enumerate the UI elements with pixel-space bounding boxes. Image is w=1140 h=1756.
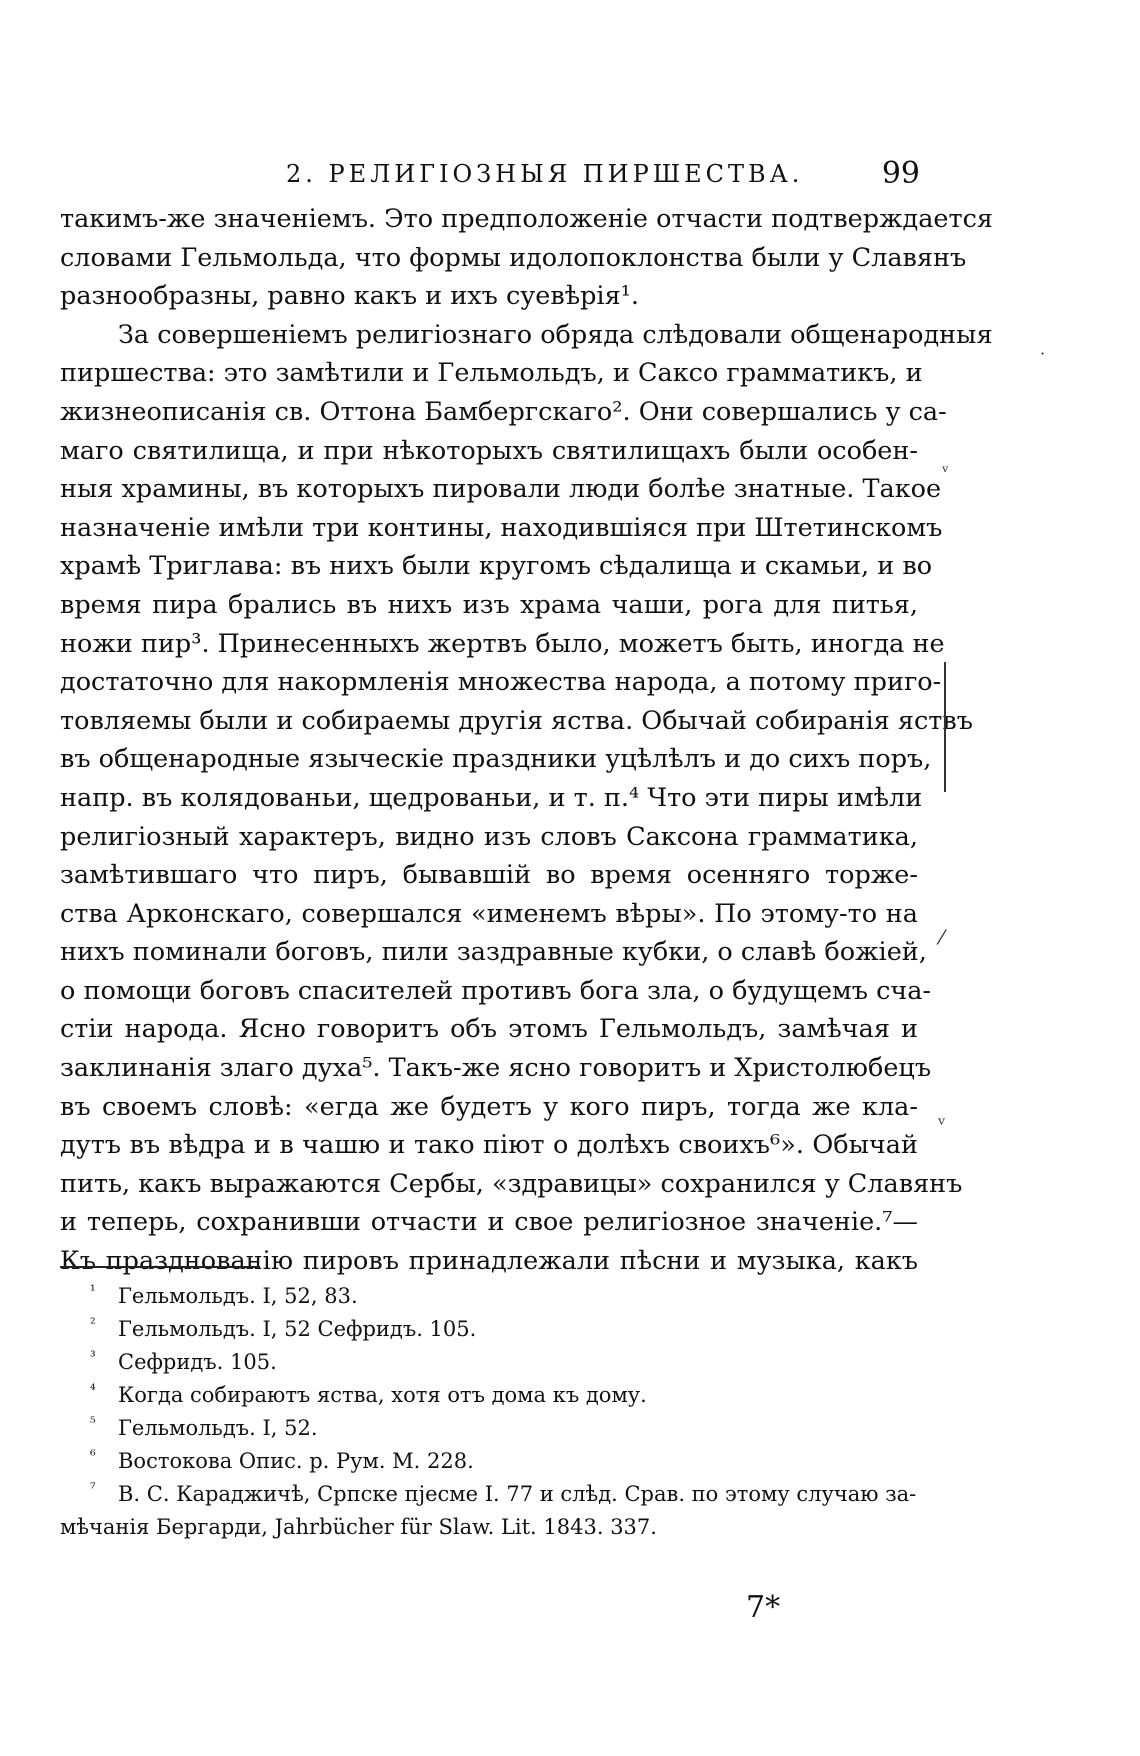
text-line: товляемы были и собираемы другія яства. Обычай собиранія яствъ xyxy=(60,705,973,736)
footnote xyxy=(60,1346,918,1379)
text-line: о помощи боговъ спасителей противъ бога зла, о будущемъ сча- xyxy=(60,975,932,1006)
text-line: въ своемъ словѣ: «егда же будетъ у кого пиръ, тогда же кла- xyxy=(60,1091,918,1122)
footnote xyxy=(60,1445,918,1478)
text-line: заклинанія злаго духа⁵. Такъ-же ясно говоритъ и Христолюбецъ xyxy=(60,1053,932,1084)
text-line: такимъ-же значеніемъ. Это предположеніе отчасти подтверждается xyxy=(60,204,993,234)
footnote-marker: ⁷ xyxy=(90,1481,96,1497)
margin-mark: ᵛ xyxy=(938,1112,946,1136)
footnote-text: Сефридъ. 105. xyxy=(118,1350,277,1374)
text-line: маго святилища, и при нѣкоторыхъ святилищахъ были особен- xyxy=(60,435,918,466)
footnote xyxy=(60,1280,918,1313)
footnote-text: Востокова Опис. р. Рум. М. 228. xyxy=(118,1449,474,1473)
page-header xyxy=(60,156,920,196)
text-line: За совершеніемъ религіознаго обряда слѣдовали общенародныя xyxy=(118,319,993,350)
footnote-marker: ⁵ xyxy=(90,1415,96,1431)
text-line: Къ празднованію пировъ принадлежали пѣсни и музыка, какъ xyxy=(60,1246,918,1277)
text-line: пить, какъ выражаются Сербы, «здравицы» сохранился у Славянъ xyxy=(60,1168,963,1199)
footnote-marker: ⁴ xyxy=(90,1382,96,1398)
text-line: достаточно для накормленія множества народа, а потому приго- xyxy=(60,667,942,698)
printer-signature: 7* xyxy=(746,1590,781,1625)
running-head: 2. РЕЛИГІОЗНЫЯ ПИРШЕСТВА. xyxy=(286,160,804,188)
margin-mark: ᵛ xyxy=(942,462,949,483)
text-line: въ общенародные языческіе праздники уцѣлѣлъ и до сихъ поръ, xyxy=(60,744,932,775)
margin-mark: ⁄ xyxy=(940,925,944,949)
footnotes xyxy=(60,1280,918,1544)
main-text xyxy=(60,200,993,1281)
text-line: назначеніе имѣли три контины, находившіяся при Штетинскомъ xyxy=(60,512,943,543)
footnote-divider xyxy=(60,1266,260,1268)
footnote-text: В. С. Караджичѣ, Српске пјесме I. 77 и слѣд. Срав. по этому случаю за- xyxy=(118,1482,917,1506)
text-line: храмѣ Триглава: въ нихъ были кругомъ сѣдалища и скамьи, и во xyxy=(60,551,933,582)
margin-mark: · xyxy=(1040,344,1046,363)
page-number: 99 xyxy=(881,156,920,191)
footnote-continuation: мѣчанія Бергарди, Jahrbücher für Slaw. Lit. 1843. 337. xyxy=(60,1515,657,1539)
text-line: напр. въ колядованьи, щедрованьи, и т. п.⁴ Что эти пиры имѣли xyxy=(60,782,923,813)
footnote-text: Гельмольдъ. I, 52, 83. xyxy=(118,1284,358,1308)
text-line: замѣтившаго что пиръ, бывавшій во время осенняго торже- xyxy=(60,860,918,891)
text-line: дутъ въ вѣдра и в чашю и тако піют о долѣхъ своихъ⁶». Обычай xyxy=(60,1130,918,1161)
footnote-marker: ¹ xyxy=(90,1283,96,1299)
text-line: ства Арконскаго, совершался «именемъ вѣры». По этому-то на xyxy=(60,898,918,929)
text-line: ныя храмины, въ которыхъ пировали люди болѣе знатные. Такое xyxy=(60,474,942,505)
footnote xyxy=(60,1313,918,1346)
footnote xyxy=(60,1379,918,1412)
text-line: жизнеописанія св. Оттона Бамбергскаго². Они совершались у са- xyxy=(60,396,947,427)
text-line: и теперь, сохранивши отчасти и свое религіозное значеніе.⁷— xyxy=(60,1207,918,1238)
footnote-text: Когда собираютъ яства, хотя отъ дома къ дому. xyxy=(118,1383,647,1407)
footnote-text: Гельмольдъ. I, 52 Сефридъ. 105. xyxy=(118,1317,477,1341)
text-line: религіозный характеръ, видно изъ словъ Саксона грамматика, xyxy=(60,821,918,852)
footnote-text: Гельмольдъ. I, 52. xyxy=(118,1416,318,1440)
text-line: ножи пир³. Принесенныхъ жертвъ было, можетъ быть, иногда не xyxy=(60,628,945,659)
text-line: разнообразны, равно какъ и ихъ суевѣрія¹. xyxy=(60,281,639,312)
text-line: стіи народа. Ясно говоритъ объ этомъ Гельмольдъ, замѣчая и xyxy=(60,1014,918,1045)
margin-bracket xyxy=(944,662,946,792)
footnote-marker: ² xyxy=(90,1316,96,1332)
footnote xyxy=(60,1412,918,1445)
footnote-marker: ⁶ xyxy=(90,1448,96,1464)
text-line: время пира брались въ нихъ изъ храма чаши, рога для питья, xyxy=(60,589,918,620)
text-line: пиршества: это замѣтили и Гельмольдъ, и Саксо грамматикъ, и xyxy=(60,358,923,389)
text-line: словами Гельмольда, что формы идолопоклонства были у Славянъ xyxy=(60,242,967,273)
footnote-marker: ³ xyxy=(90,1349,96,1365)
text-line: нихъ поминали боговъ, пили заздравные кубки, о славѣ божіей, xyxy=(60,937,927,968)
footnote xyxy=(60,1478,918,1511)
